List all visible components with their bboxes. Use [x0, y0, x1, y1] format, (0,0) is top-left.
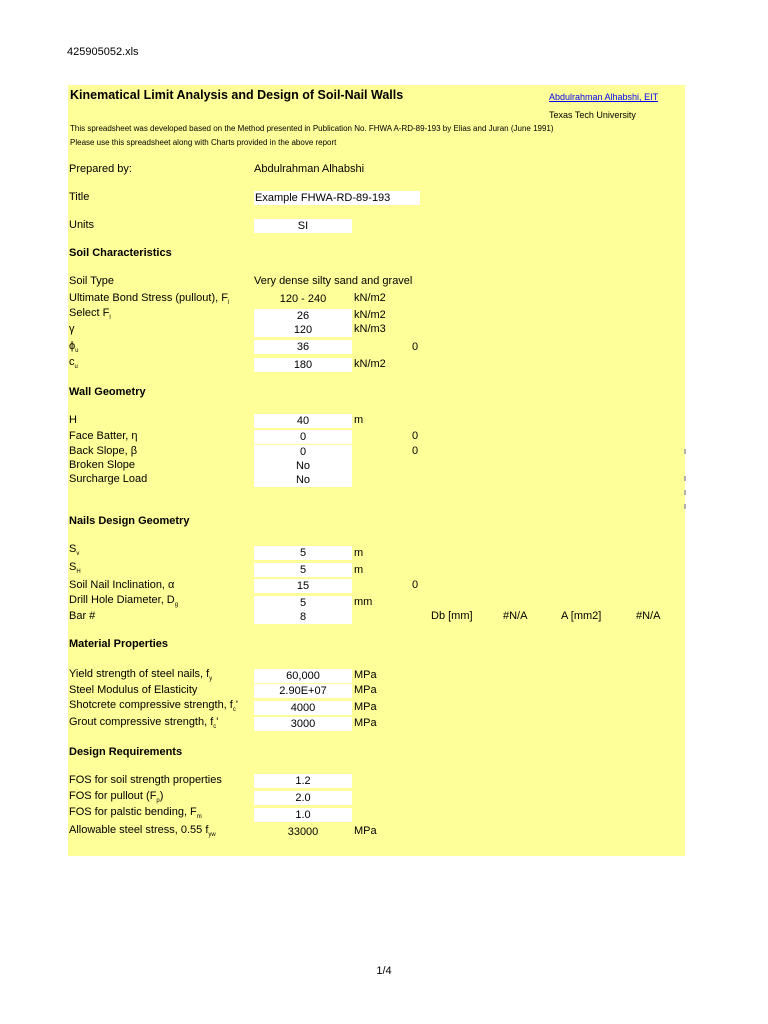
units-label: Units	[69, 219, 95, 231]
drill-hole-label: Drill Hole Diameter, $D_g$	[69, 594, 179, 609]
sheet-title: Kinematical Limit Analysis and Design of Soil-Nail Walls	[70, 88, 404, 102]
clipped-cell-mark	[684, 490, 686, 495]
yield-strength-value[interactable]: 60,000	[254, 669, 352, 683]
title-value[interactable]: Example FHWA-RD-89-193	[254, 191, 420, 205]
soil-type-value[interactable]: Very dense silty sand and gravel	[254, 275, 413, 287]
steel-modulus-label: Steel Modulus of Elasticity	[69, 684, 198, 696]
author-link[interactable]: Abdulrahman Alhabshi, EIT	[549, 92, 659, 102]
fos-bending-value[interactable]: 1.0	[254, 808, 352, 822]
gamma-value[interactable]: 120	[254, 323, 352, 337]
soil-characteristics-header: Soil Characteristics	[69, 247, 172, 259]
yield-strength-label: Yield strength of steel nails, $f_y$	[69, 668, 213, 683]
clipped-cell-mark	[684, 476, 686, 481]
sh-unit: m	[354, 564, 364, 576]
sv-unit: m	[354, 547, 364, 559]
note-line-2: Please use this spreadsheet along with Charts provided in the above report	[70, 138, 337, 147]
select-f-label: Select $F_l$	[69, 307, 111, 322]
face-batter-label: Face Batter, η	[69, 430, 138, 442]
sv-value[interactable]: 5	[254, 546, 352, 560]
select-f-unit: kN/m2	[354, 309, 386, 321]
file-name: 425905052.xls	[67, 46, 139, 58]
fos-pullout-value[interactable]: 2.0	[254, 791, 352, 805]
shotcrete-label: Shotcrete compressive strength, $f_c'$	[69, 699, 238, 714]
allowable-stress-unit: MPa	[354, 825, 377, 837]
bond-stress-label: Ultimate Bond Stress (pullout), $F_l$	[69, 292, 230, 307]
grout-unit: MPa	[354, 717, 377, 729]
drill-hole-unit: mm	[354, 596, 373, 608]
grout-value[interactable]: 3000	[254, 717, 352, 731]
sh-label: $S_H$	[69, 561, 81, 576]
bond-stress-unit: kN/m2	[354, 292, 386, 304]
steel-modulus-unit: MPa	[354, 684, 377, 696]
clipped-cell-mark	[684, 449, 686, 454]
prepared-by-label: Prepared by:	[69, 163, 132, 175]
soil-type-label: Soil Type	[69, 275, 115, 287]
phi-zero: 0	[412, 341, 419, 353]
h-label: H	[69, 414, 77, 426]
surcharge-label: Surcharge Load	[69, 473, 148, 485]
sh-value[interactable]: 5	[254, 563, 352, 577]
allowable-stress-label: Allowable steel stress, 0.55 $f_{yw}$	[69, 824, 216, 839]
gamma-unit: kN/m3	[354, 323, 386, 335]
surcharge-value[interactable]: No	[254, 473, 352, 487]
broken-slope-value[interactable]: No	[254, 459, 352, 473]
phi-label: $\phi_u$	[69, 340, 79, 355]
fos-soil-label: FOS for soil strength properties	[69, 774, 222, 786]
back-slope-value[interactable]: 0	[254, 445, 352, 459]
bar-value[interactable]: 8	[254, 610, 352, 624]
cu-label: $c_u$	[69, 356, 78, 371]
design-requirements-header: Design Requirements	[69, 746, 183, 758]
area-label: A [mm2]	[561, 610, 602, 622]
shotcrete-unit: MPa	[354, 701, 377, 713]
db-value: #N/A	[503, 610, 528, 622]
yield-strength-unit: MPa	[354, 669, 377, 681]
gamma-label: γ	[69, 323, 75, 335]
units-value[interactable]: SI	[254, 219, 352, 233]
steel-modulus-value[interactable]: 2.90E+07	[254, 684, 352, 698]
sv-label: $S_v$	[69, 543, 80, 558]
university-label: Texas Tech University	[549, 110, 636, 120]
db-label: Db [mm]	[431, 610, 473, 622]
note-line-1: This spreadsheet was developed based on the Method presented in Publication No. FHWA A-RD-89-193 by Elias and Juran (June 1991)	[70, 124, 554, 133]
area-value: #N/A	[636, 610, 661, 622]
nail-inclination-label: Soil Nail Inclination, α	[69, 579, 175, 591]
material-properties-header: Material Properties	[69, 638, 169, 650]
back-slope-label: Back Slope, β	[69, 445, 138, 457]
title-label: Title	[69, 191, 90, 203]
nails-design-header: Nails Design Geometry	[69, 515, 190, 527]
h-value[interactable]: 40	[254, 414, 352, 428]
cu-unit: kN/m2	[354, 358, 386, 370]
prepared-by-value[interactable]: Abdulrahman Alhabshi	[254, 163, 365, 175]
allowable-stress-value: 33000	[287, 826, 319, 838]
page-number: 1/4	[376, 965, 392, 977]
fos-bending-label: FOS for palstic bending, $F_m$	[69, 806, 202, 821]
bar-label: Bar #	[69, 610, 96, 622]
select-f-value[interactable]: 26	[254, 309, 352, 323]
drill-hole-value[interactable]: 5	[254, 596, 352, 610]
shotcrete-value[interactable]: 4000	[254, 701, 352, 715]
fos-pullout-label: FOS for pullout $(F_p)$	[69, 790, 164, 805]
fos-soil-value[interactable]: 1.2	[254, 774, 352, 788]
back-slope-zero: 0	[412, 445, 419, 457]
face-batter-value[interactable]: 0	[254, 430, 352, 444]
h-unit: m	[354, 414, 364, 426]
broken-slope-label: Broken Slope	[69, 459, 136, 471]
wall-geometry-header: Wall Geometry	[69, 386, 146, 398]
clipped-cell-mark	[684, 504, 686, 509]
face-batter-zero: 0	[412, 430, 419, 442]
cu-value[interactable]: 180	[254, 358, 352, 372]
phi-value[interactable]: 36	[254, 340, 352, 354]
grout-label: Grout compressive strength, $f_c'$	[69, 716, 219, 731]
nail-inclination-zero: 0	[412, 579, 419, 591]
nail-inclination-value[interactable]: 15	[254, 579, 352, 593]
bond-stress-value: 120 - 240	[279, 293, 327, 305]
